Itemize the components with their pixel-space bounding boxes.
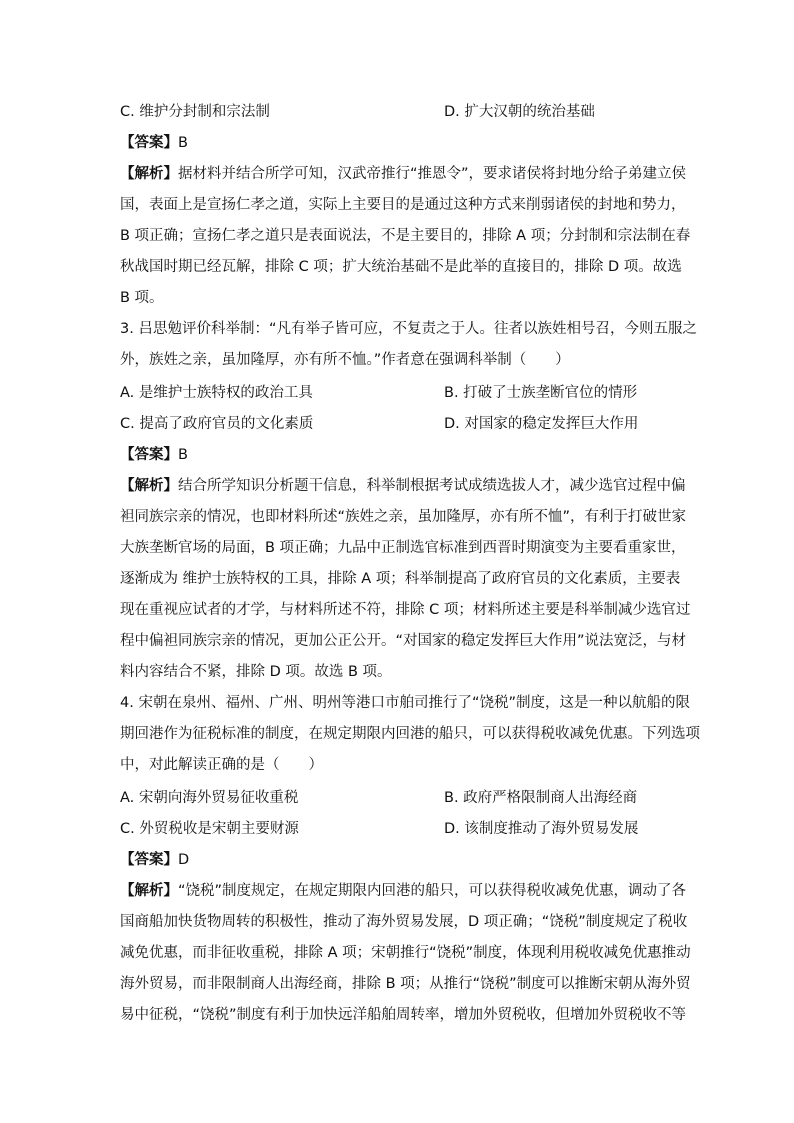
answer-value: B (178, 447, 188, 463)
q4-answer (120, 849, 189, 871)
q4-stem-line: 中，对此解读正确的是（ ） (120, 757, 323, 773)
q4-analysis-line: 国商船加快货物周转的积极性，推动了海外贸易发展，D 项正确；“饶税”制度规定了税收 (120, 914, 688, 930)
q3-option-a: A. 是维护士族特权的政治工具 (120, 385, 313, 401)
answer-value: B (178, 135, 188, 151)
answer-tag: 【答案】 (120, 135, 178, 151)
q3-option-b: B. 打破了士族垄断官位的情形 (444, 385, 638, 401)
analysis-tag: 【解析】 (120, 478, 178, 494)
q3-answer (120, 444, 188, 466)
analysis-tag: 【解析】 (120, 883, 178, 899)
q4-analysis-line (120, 880, 686, 902)
q4-stem-line: 期回港作为征税标准的制度，在规定期限内回港的船只，可以获得税收减免优惠。下列选项 (120, 726, 700, 742)
analysis-text: 据材料并结合所学可知，汉武帝推行“推恩令”，要求诸侯将封地分给子弟建立侯 (178, 166, 687, 182)
q3-stem-line: 3. 吕思勉评价科举制：“凡有举子皆可应，不复责之于人。往者以族姓相号召，今则五服之 (120, 321, 697, 337)
q4-option-a: A. 宋朝向海外贸易征收重税 (120, 790, 299, 806)
q4-analysis-line: 易中征税，“饶税”制度有利于加快远洋船舶周转率，增加外贸税收，但增加外贸税收不等 (120, 1007, 687, 1023)
q2-option-c: C. 维护分封制和宗法制 (120, 104, 270, 120)
analysis-text: “饶税”制度规定，在规定期限内回港的船只，可以获得税收减免优惠，调动了各 (178, 883, 687, 899)
answer-value: D (178, 852, 190, 868)
q4-analysis-line: 海外贸易，而非限制商人出海经商，排除 B 项；从推行“饶税”制度可以推断宋朝从海外贸 (120, 976, 691, 992)
q3-analysis-line: 程中偏袒同族宗亲的情况，更加公正公开。“对国家的稳定发挥巨大作用”说法宽泛，与材 (120, 633, 687, 649)
q2-analysis-line: B 项正确；宣扬仁孝之道只是表面说法，不是主要目的，排除 A 项；分封制和宗法制在春 (120, 228, 691, 244)
analysis-text: 结合所学知识分析题干信息，科举制根据考试成绩选拔人才，减少选官过程中偏 (178, 478, 686, 494)
q4-option-b: B. 政府严格限制商人出海经商 (444, 790, 638, 806)
q3-option-d: D. 对国家的稳定发挥巨大作用 (444, 416, 639, 432)
q2-analysis-line: 秋战国时期已经瓦解，排除 C 项；扩大统治基础不是此举的直接目的，排除 D 项。故选 (120, 259, 682, 275)
answer-tag: 【答案】 (120, 447, 178, 463)
q2-option-d: D. 扩大汉朝的统治基础 (444, 104, 595, 120)
q4-stem-line: 4. 宋朝在泉州、福州、广州、明州等港口市舶司推行了“饶税”制度，这是一种以航船的限 (120, 695, 690, 711)
q3-stem-line: 外，族姓之亲，虽加隆厚，亦有所不恤。”作者意在强调科举制（ ） (120, 352, 570, 368)
q2-analysis-line (120, 163, 686, 185)
analysis-tag: 【解析】 (120, 166, 178, 182)
q2-analysis-line: B 项。 (120, 290, 164, 306)
answer-tag: 【答案】 (120, 852, 178, 868)
q2-answer (120, 132, 188, 154)
q4-option-c: C. 外贸税收是宋朝主要财源 (120, 821, 299, 837)
q4-analysis-line: 减免优惠，而非征收重税，排除 A 项；宋朝推行“饶税”制度，体现利用税收减免优惠推动 (120, 945, 691, 961)
q3-analysis-line: 袒同族宗亲的情况，也即材料所述“族姓之亲，虽加隆厚，亦有所不恤”，有利于打破世家 (120, 509, 687, 525)
q4-option-d: D. 该制度推动了海外贸易发展 (444, 821, 639, 837)
q3-analysis-line: 现在重视应试者的才学，与材料所述不符，排除 C 项；材料所述主要是科举制减少选官过 (120, 602, 691, 618)
q2-analysis-line: 国，表面上是宣扬仁孝之道，实际上主要目的是通过这种方式来削弱诸侯的封地和势力， (120, 197, 686, 213)
q3-analysis-line (120, 475, 686, 497)
q3-analysis-line: 料内容结合不紧，排除 D 项。故选 B 项。 (120, 664, 392, 680)
q3-analysis-line: 大族垄断官场的局面，B 项正确；九品中正制选官标准到西晋时期演变为主要看重家世， (120, 540, 686, 556)
q3-analysis-line: 逐渐成为 维护士族特权的工具，排除 A 项；科举制提高了政府官员的文化素质，主要表 (120, 571, 681, 587)
q3-option-c: C. 提高了政府官员的文化素质 (120, 416, 314, 432)
